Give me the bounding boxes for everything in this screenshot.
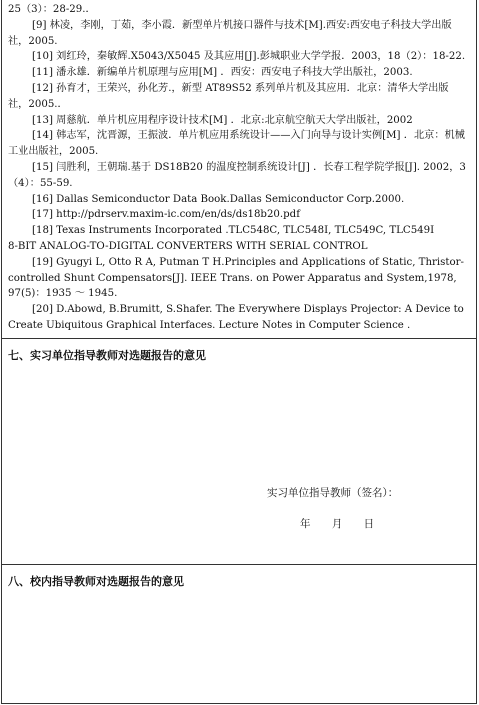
reference-entry: [9] 林凌，李刚，丁茹，李小霞．新型单片机接口器件与技术[M].西安:西安电子科技大学出版社，2005. <box>8 19 452 47</box>
reference-entry: 8-BIT ANALOG-TO-DIGITAL CONVERTERS WITH SERIAL CONTROL <box>8 240 368 252</box>
form-table <box>1 0 477 704</box>
section-7 <box>2 339 476 565</box>
section-7-title: 七、实习单位指导教师对选题报告的意见 <box>8 349 206 362</box>
reference-entry: [17] http://pdrserv.maxim-ic.com/en/ds/ds18b20.pdf <box>32 209 300 221</box>
reference-entry: [10] 刘红玲，秦敏辉.X5043/X5045 及其应用[J].彭城职业大学学报．2003，18（2）：18-22. <box>32 51 466 63</box>
date-label: 年 月 日 <box>300 518 375 530</box>
reference-entry: [15] 闫胜利，王朝瑞.基于 DS18B20 的温度控制系统设计[J] ．长春工程学院学报[J]. 2002，3（4）：55-59. <box>8 161 466 189</box>
reference-entry: [16] Dallas Semiconductor Data Book.Dallas Semiconductor Corp.2000. <box>32 193 405 205</box>
section-8-title: 八、校内指导教师对选题报告的意见 <box>8 575 184 588</box>
section-8 <box>2 565 476 703</box>
reference-entry: [12] 孙育才，王荣兴，孙化芳.，新型 AT89S52 系列单片机及其应用．北京：清华大学出版社，2005.． <box>8 82 449 110</box>
reference-list <box>8 2 468 334</box>
signature-label: 实习单位指导教师（签名）： <box>267 487 399 499</box>
reference-entry: [13] 周慈航．单片机应用程序设计技术[M] ．北京:北京航空航天大学出版社，2002 <box>32 114 413 126</box>
reference-entry: 25（3）：28-29.． <box>8 4 96 15</box>
reference-entry: [19] Gyugyi L, Otto R A, Putman T H.Principles and Applications of Static, Thristor-controlled Shunt Compensators[J]. IEEE Trans. on Power Apparatus and System,1978, 97(5)：1935 ～ 1945. <box>8 256 464 300</box>
references-section <box>2 0 476 339</box>
reference-entry: [18] Texas Instruments Incorporated .TLC548C, TLC548I, TLC549C, TLC549I <box>32 225 435 237</box>
reference-entry: [11] 潘永雄．新编单片机原理与应用[M] ．西安：西安电子科技大学出版社，2003. <box>32 67 413 79</box>
reference-entry: [20] D.Abowd, B.Brumitt, S.Shafer. The Everywhere Displays Projector: A Device to Create Ubiquitous Graphical Interfaces. Lecture Notes in Computer Science . <box>8 304 464 331</box>
reference-entry: [14] 韩志军，沈晋源，王振波．单片机应用系统设计——入门向导与设计实例[M] ．北京：机械工业出版社，2005. <box>8 130 465 158</box>
